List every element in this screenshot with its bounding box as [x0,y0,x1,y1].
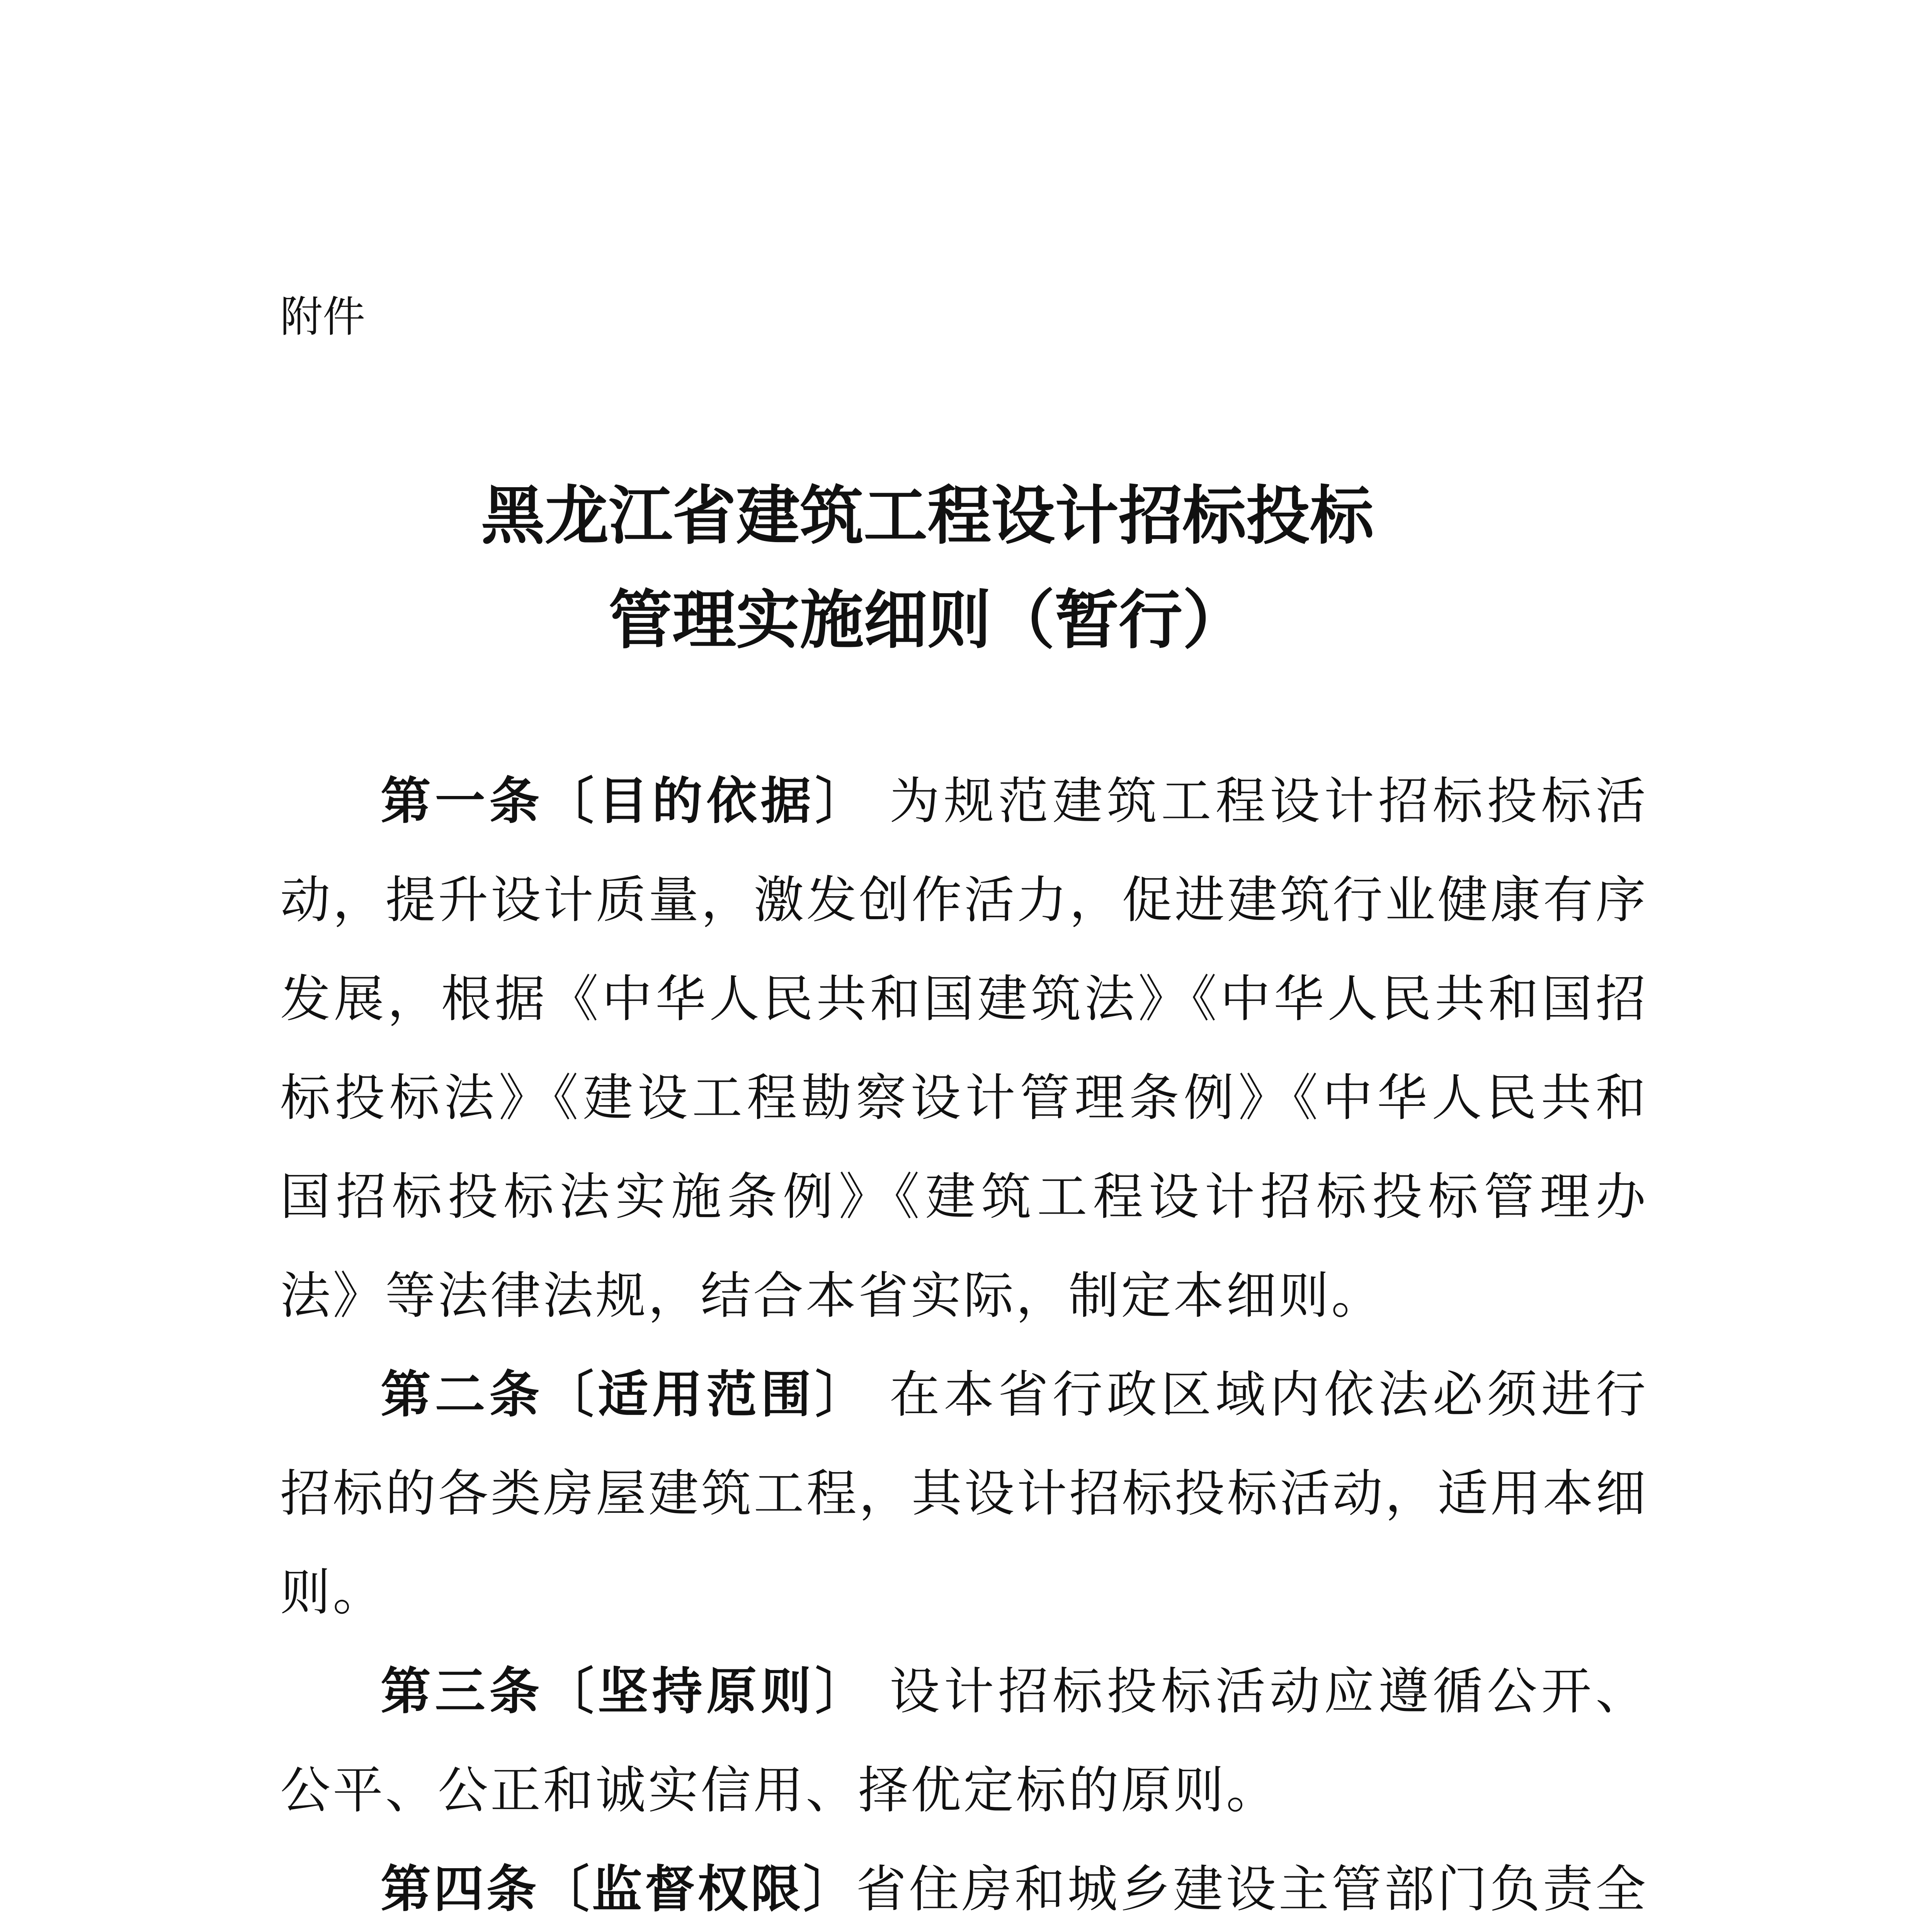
article-heading: 第四条〔监督权限〕 [381,1860,856,1918]
article-heading: 第一条〔目的依据〕 [381,772,869,830]
title-line-1: 黑龙江省建筑工程设计招标投标 [481,479,1374,553]
article-3 [280,1642,1648,1840]
document-title [270,464,1584,672]
article-text: 设计招标投标活动应遵循公开、公平、公正和诚实信用、择优定标的原则。 [280,1662,1648,1820]
title-line-2: 管理实施细则（暂行） [609,583,1246,657]
article-heading: 第三条〔坚持原则〕 [381,1662,869,1721]
document-body [280,752,1648,1932]
article-text: 在本省行政区域内依法必须进行招标的各类房屋建筑工程，其设计招标投标活动，适用本细则。 [280,1365,1648,1622]
article-2 [280,1345,1648,1642]
article-1 [280,752,1648,1345]
attachment-label: 附件 [280,292,365,342]
article-4 [280,1840,1648,1932]
article-text: 省住房和城乡建设主管部门负责全 [856,1860,1648,1918]
article-heading: 第二条〔适用范围〕 [381,1365,869,1424]
article-text: 为规范建筑工程设计招标投标活动，提升设计质量，激发创作活力，促进建筑行业健康有序发展，根据《中华人民共和国建筑法》《中华人民共和国招标投标法》《建设工程勘察设计管理条例》《中华人民共和国招标投标法实施条例》《建筑工程设计招标投标管理办法》等法律法规，结合本省实际，制定本细则。 [280,772,1648,1325]
